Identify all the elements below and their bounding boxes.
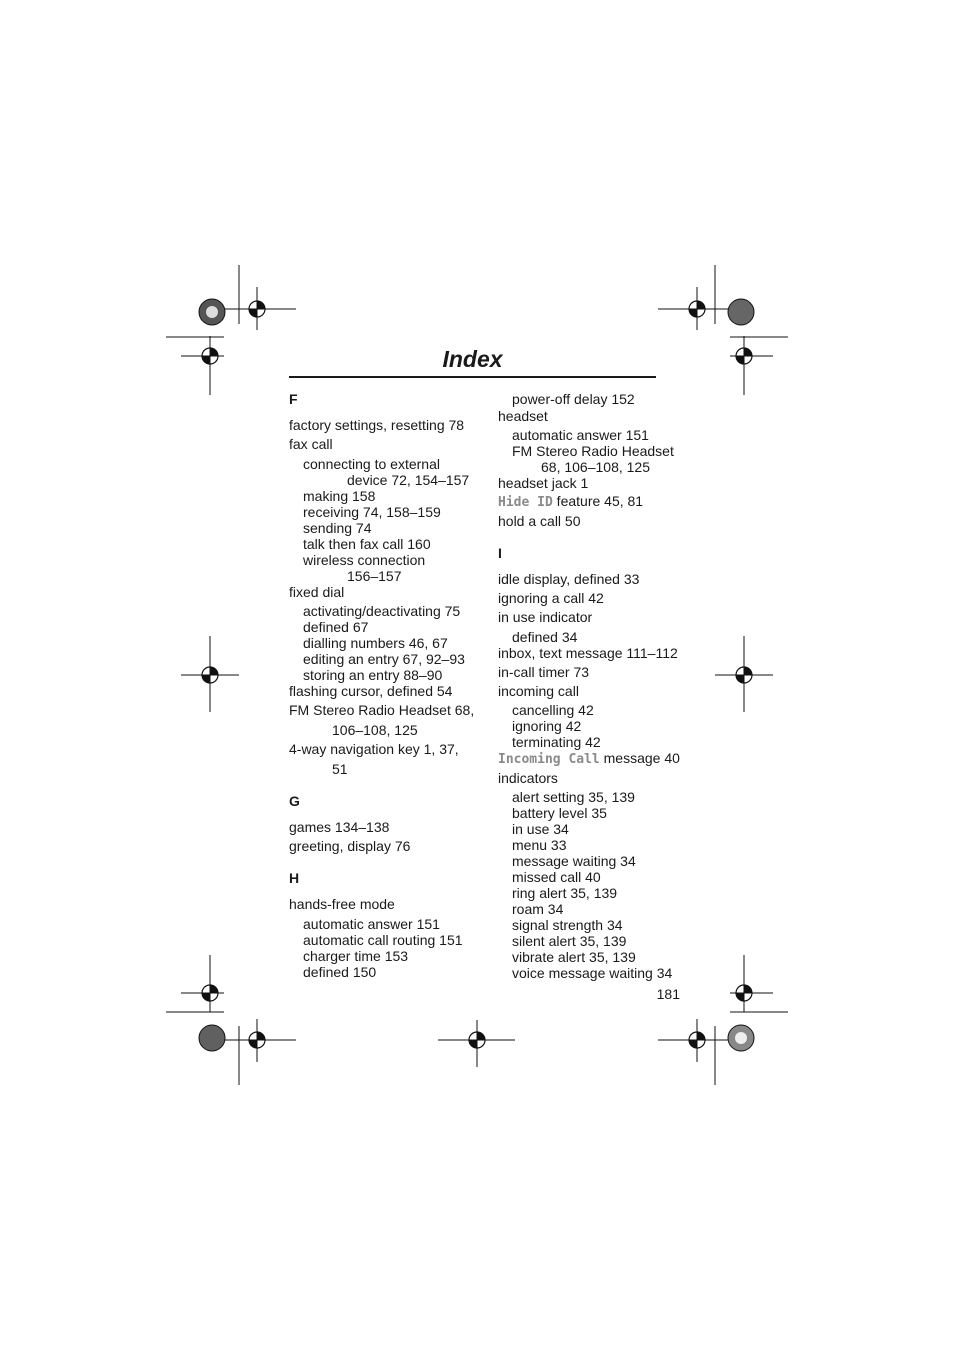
index-entry: ignoring a call 42 — [498, 590, 604, 606]
index-entry: ring alert 35, 139 — [512, 885, 618, 901]
page-number: 181 — [656, 986, 680, 1002]
index-entry: missed call 40 — [512, 869, 601, 885]
index-entry: voice message waiting 34 — [512, 965, 673, 981]
entry-text: message 40 — [599, 750, 680, 766]
index-entry: in-call timer 73 — [498, 664, 590, 680]
section-letter: F — [289, 391, 298, 407]
title-rule — [289, 376, 656, 378]
index-entry: dialling numbers 46, 67 — [303, 635, 448, 651]
index-entry: 51 — [332, 761, 348, 777]
index-entry: ignoring 42 — [512, 718, 582, 734]
index-entry: defined 67 — [303, 619, 369, 635]
page-title: Index — [442, 346, 503, 372]
section-letter: I — [498, 545, 502, 561]
index-entry: flashing cursor, defined 54 — [289, 683, 453, 699]
index-entry: 4-way navigation key 1, 37, — [289, 741, 459, 757]
index-entry: 156–157 — [347, 568, 402, 584]
index-entry: greeting, display 76 — [289, 838, 411, 854]
index-entry: indicators — [498, 770, 558, 786]
index-entry — [498, 492, 643, 512]
index-entry: automatic call routing 151 — [303, 932, 463, 948]
index-entry: menu 33 — [512, 837, 567, 853]
index-entry: in use indicator — [498, 609, 593, 625]
index-entry: vibrate alert 35, 139 — [512, 949, 636, 965]
index-entry: defined 34 — [512, 629, 578, 645]
index-entry — [498, 749, 680, 769]
index-entry: automatic answer 151 — [512, 427, 649, 443]
entry-text: feature 45, 81 — [552, 493, 644, 509]
index-entry: in use 34 — [512, 821, 569, 837]
index-entry: receiving 74, 158–159 — [303, 504, 441, 520]
index-entry: defined 150 — [303, 964, 377, 980]
index-entry: charger time 153 — [303, 948, 409, 964]
index-entry: making 158 — [303, 488, 376, 504]
index-entry: automatic answer 151 — [303, 916, 440, 932]
display-text-term: Incoming Call — [498, 752, 600, 767]
index-entry: fixed dial — [289, 584, 345, 600]
index-entry: message waiting 34 — [512, 853, 636, 869]
index-entry: cancelling 42 — [512, 702, 594, 718]
index-entry: terminating 42 — [512, 734, 601, 750]
index-entry: storing an entry 88–90 — [303, 667, 443, 683]
index-entry: signal strength 34 — [512, 917, 623, 933]
index-entry: hands-free mode — [289, 896, 395, 912]
index-entry: idle display, defined 33 — [498, 571, 640, 587]
index-entry: power-off delay 152 — [512, 391, 635, 407]
index-entry: incoming call — [498, 683, 579, 699]
index-entry: games 134–138 — [289, 819, 390, 835]
index-entry: sending 74 — [303, 520, 372, 536]
index-entry: battery level 35 — [512, 805, 607, 821]
index-entry: 68, 106–108, 125 — [541, 459, 650, 475]
index-entry: device 72, 154–157 — [347, 472, 470, 488]
index-entry: FM Stereo Radio Headset — [512, 443, 674, 459]
index-entry: FM Stereo Radio Headset 68, — [289, 702, 475, 718]
index-entry: headset — [498, 408, 548, 424]
index-entry: hold a call 50 — [498, 513, 581, 529]
index-entry: alert setting 35, 139 — [512, 789, 635, 805]
index-entry: inbox, text message 111–112 — [498, 645, 678, 661]
index-entry: talk then fax call 160 — [303, 536, 431, 552]
index-entry: silent alert 35, 139 — [512, 933, 627, 949]
index-entry: wireless connection — [303, 552, 426, 568]
display-text-term: Hide ID — [498, 495, 553, 510]
section-letter: H — [289, 870, 300, 886]
index-entry: fax call — [289, 436, 333, 452]
index-entry: editing an entry 67, 92–93 — [303, 651, 465, 667]
index-entry: activating/deactivating 75 — [303, 603, 461, 619]
index-entry: 106–108, 125 — [332, 722, 418, 738]
section-letter: G — [289, 793, 300, 809]
index-entry: roam 34 — [512, 901, 564, 917]
index-entry: connecting to external — [303, 456, 440, 472]
index-entry: headset jack 1 — [498, 475, 589, 491]
index-entry: factory settings, resetting 78 — [289, 417, 465, 433]
